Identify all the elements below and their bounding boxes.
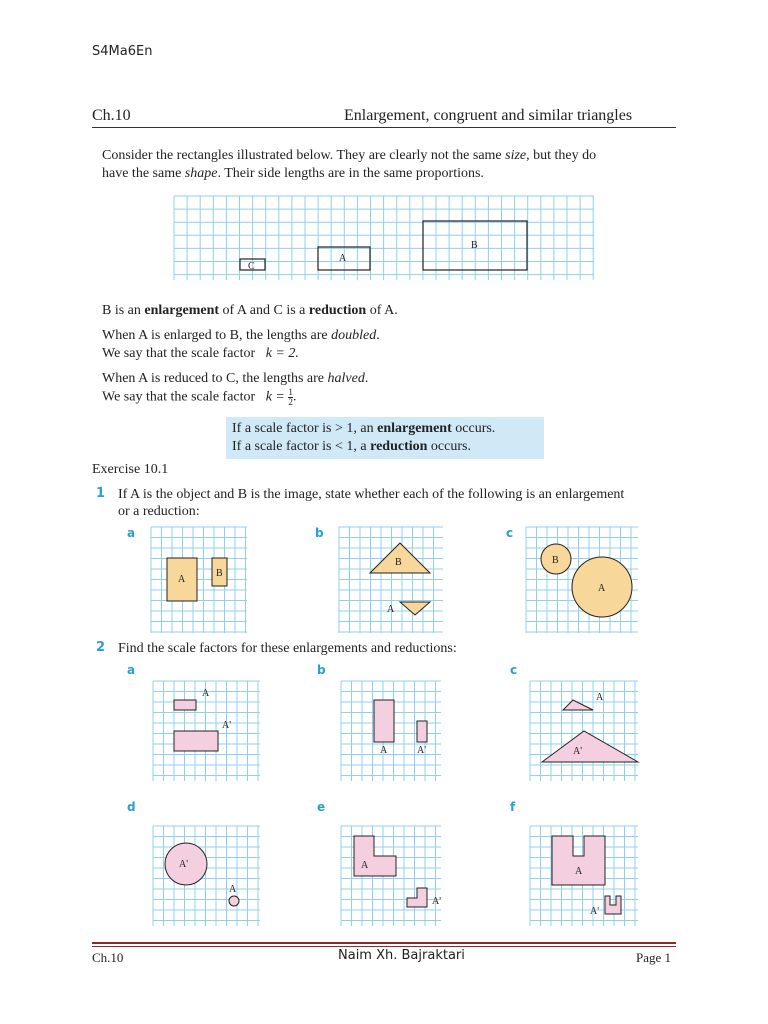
q1b-shape-a [400,602,430,615]
exercise-title: Exercise 10.1 [92,462,169,477]
rect-a-label: A [339,253,347,264]
q2f-shape-a [552,836,605,885]
q1b-label-a: A [387,604,395,615]
q2-part-b: b [317,663,326,677]
q2b-figure [341,681,441,781]
question-2-text: Find the scale factors for these enlargements and reductions: [118,641,457,656]
chapter-label: Ch.10 [92,107,131,124]
q2d-shape-a [229,896,239,906]
document-code: S4Ma6En [92,44,153,59]
q2d-figure [153,826,260,926]
q2e-shape-aprime [407,888,427,907]
q1a-label-a: A [178,574,186,585]
footer-rule-thin [92,946,676,947]
q2-part-a: a [127,663,136,677]
rect-c-label: C [248,261,255,272]
q2a-label-a: A [202,688,210,699]
q2c-label-a: A [596,692,604,703]
question-1-line-2: or a reduction: [118,504,200,519]
q2e-figure [341,826,441,926]
fraction-denominator: 2 [288,397,293,407]
q1c-figure [526,527,638,633]
q2c-label-aprime: A' [573,746,583,757]
q2-part-f: f [510,800,516,814]
q2d-label-a: A [229,884,237,895]
q2b-label-aprime: A' [417,745,427,756]
q1a-label-b: B [216,568,223,579]
q2b-shape-aprime [417,721,427,742]
explain-line-1: B is an enlargement of A and C is a reduction of A. [102,303,398,318]
q1-part-a: a [127,526,136,540]
q2a-label-aprime: A' [222,720,232,731]
q1c-label-a: A [598,583,606,594]
question-2-number: 2 [96,640,106,655]
header-rule [92,127,676,128]
q2-part-e: e [317,800,326,814]
q1b-label-b: B [395,557,402,568]
question-1-line-1: If A is the object and B is the image, state whether each of the following is an enlargement [118,487,625,502]
explain-line-3: We say that the scale factor k = 2. [102,346,299,361]
q1c-label-b: B [552,555,559,566]
q2f-figure [530,826,638,926]
intro-line-2: have the same shape. Their side lengths are in the same proportions. [102,166,484,181]
q2e-label-a: A [361,860,369,871]
q1a-figure [151,527,247,633]
explain-line-2: When A is enlarged to B, the lengths are doubled. [102,328,380,343]
q2c-shape-aprime [542,731,638,762]
q2d-label-aprime: A' [179,859,189,870]
q1-part-c: c [506,526,514,540]
q2e-label-aprime: A' [432,896,442,907]
footer-author: Naim Xh. Bajraktari [338,948,465,963]
fraction-numerator: 1 [288,387,293,397]
explain-line-5: We say that the scale factor k = $\frac{1}{2}$ . [102,387,297,407]
q2c-figure [530,681,638,781]
q2a-figure [153,681,260,781]
rule-line-2: If a scale factor is < 1, a reduction occurs. [232,439,471,454]
q2a-shape-a [174,700,196,710]
rule-line-1: If a scale factor is > 1, an enlargement occurs. [232,421,496,436]
q2b-shape-a [374,700,394,742]
q2-part-c: c [510,663,518,677]
q1b-figure [339,527,443,633]
q2f-label-aprime: A' [590,906,600,917]
q2a-shape-aprime [174,731,218,751]
q2b-label-a: A [380,745,388,756]
footer-page-number: Page 1 [636,950,672,965]
footer-rule [92,942,676,944]
q1-part-b: b [315,526,324,540]
question-1-number: 1 [96,486,106,501]
rect-b-label: B [471,240,478,251]
intro-line-1: Consider the rectangles illustrated below. They are clearly not the same size, but they do [102,148,597,163]
footer-chapter: Ch.10 [92,950,124,965]
chapter-title: Enlargement, congruent and similar triangles [344,107,633,124]
q2f-shape-aprime [605,896,621,914]
rectangles-figure [174,196,594,280]
grid [174,196,594,280]
explain-line-4: When A is reduced to C, the lengths are halved. [102,371,369,386]
q2f-label-a: A [575,866,583,877]
q2-part-d: d [127,800,136,814]
